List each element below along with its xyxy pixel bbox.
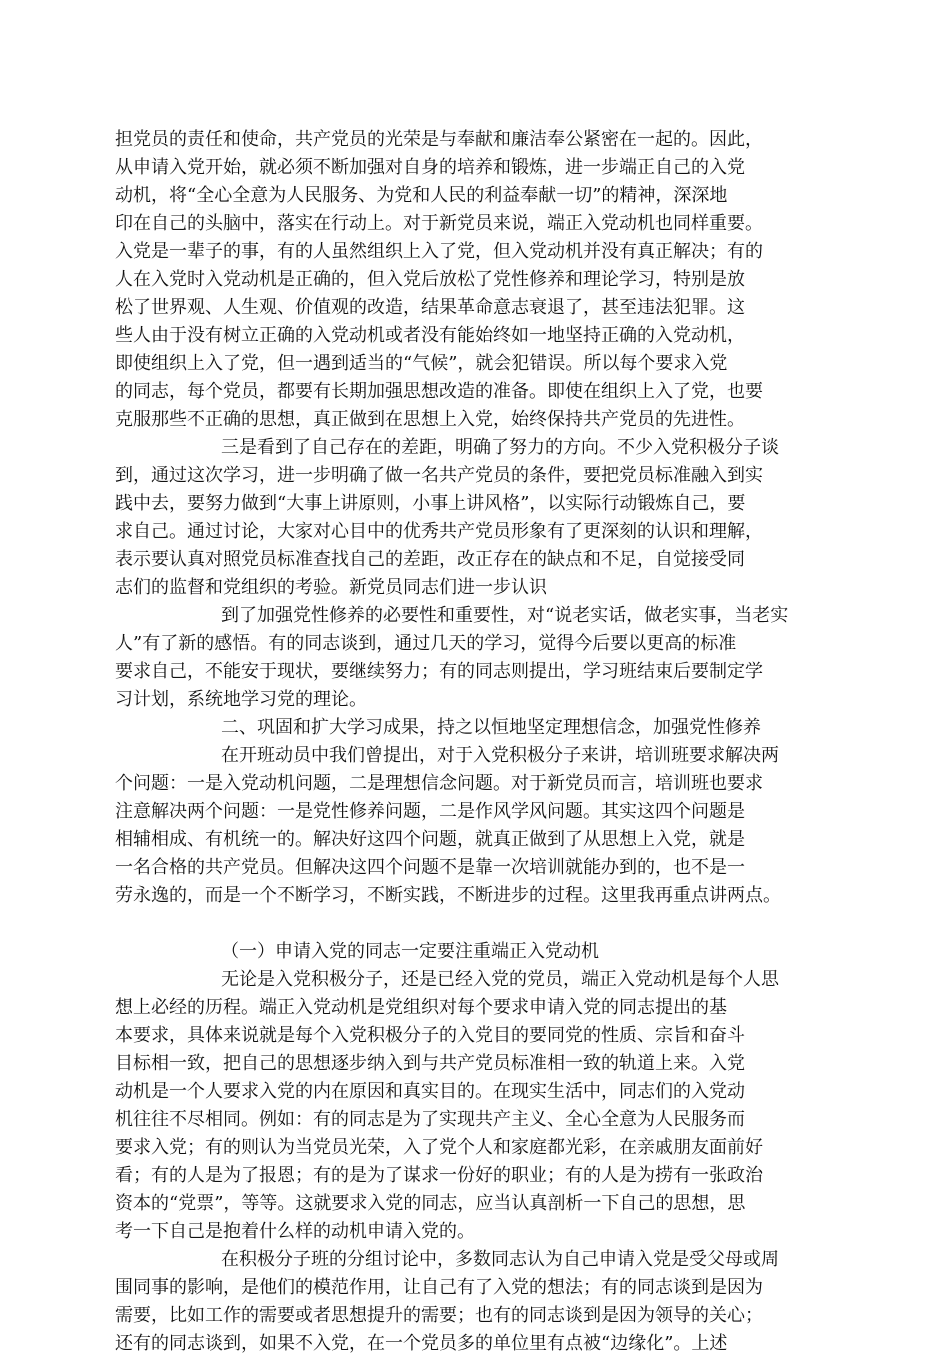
paragraph-p4 [115,714,821,742]
text-line: 到了加强党性修养的必要性和重要性，对“说老实话，做老实事，当老实 [221,605,789,626]
text-line: 担党员的责任和使命，共产党员的光荣是与奉献和廉洁奉公紧密在一起的。因此， [115,129,763,150]
text-line: 要求入党；有的则认为当党员光荣，入了党个人和家庭都光彩，在亲戚朋友面前好 [115,1137,763,1158]
text-line: 考一下自己是抱着什么样的动机申请入党的。 [115,1221,475,1242]
text-line: 在积极分子班的分组讨论中，多数同志认为自己申请入党是受父母或周 [221,1249,779,1270]
text-line: 二、巩固和扩大学习成果，持之以恒地坚定理想信念，加强党性修养 [221,717,761,738]
text-line: 看；有的人是为了报恩；有的是为了谋求一份好的职业；有的人是为捞有一张政治 [115,1165,763,1186]
text-line: 相辅相成、有机统一的。解决好这四个问题，就真正做到了从思想上入党，就是 [115,829,745,850]
text-line: 本要求，具体来说就是每个入党积极分子的入党目的要同党的性质、宗旨和奋斗 [115,1025,745,1046]
text-line: 克服那些不正确的思想，真正做到在思想上入党，始终保持共产党员的先进性。 [115,409,745,430]
paragraph-p8 [115,1246,821,1358]
text-line: （一）申请入党的同志一定要注重端正入党动机 [221,941,599,962]
paragraph-p3 [115,602,821,714]
text-line: 目标相一致，把自己的思想逐步纳入到与共产党员标准相一致的轨道上来。入党 [115,1053,745,1074]
paragraph-p5 [115,742,821,910]
text-line: 三是看到了自己存在的差距，明确了努力的方向。不少入党积极分子谈 [221,437,779,458]
text-line: 动机是一个人要求入党的内在原因和真实目的。在现实生活中，同志们的入党动 [115,1081,745,1102]
paragraph-p2 [115,434,821,602]
text-line: 注意解决两个问题：一是党性修养问题，二是作风学风问题。其实这四个问题是 [115,801,745,822]
text-line: 个问题：一是入党动机问题，二是理想信念问题。对于新党员而言，培训班也要求 [115,773,763,794]
text-line: 印在自己的头脑中，落实在行动上。对于新党员来说，端正入党动机也同样重要。 [115,213,763,234]
text-line: 习计划，系统地学习党的理论。 [115,689,367,710]
paragraph-p7 [115,966,821,1246]
text-line: 想上必经的历程。端正入党动机是党组织对每个要求申请入党的同志提出的基 [115,997,727,1018]
text-line: 求自己。通过讨论，大家对心目中的优秀共产党员形象有了更深刻的认识和理解， [115,521,763,542]
text-line: 到，通过这次学习，进一步明确了做一名共产党员的条件，要把党员标准融入到实 [115,465,763,486]
paragraph-p6 [115,938,821,966]
text-line: 动机，将“全心全意为人民服务、为党和人民的利益奉献一切”的精神，深深地 [115,185,728,206]
text-line: 人”有了新的感悟。有的同志谈到，通过几天的学习，觉得今后要以更高的标准 [115,633,737,654]
text-line: 即使组织上入了党，但一遇到适当的“气候”，就会犯错误。所以每个要求入党 [115,353,728,374]
text-line: 围同事的影响，是他们的模范作用，让自己有了入党的想法；有的同志谈到是因为 [115,1277,763,1298]
text-line: 机往往不尽相同。例如：有的同志是为了实现共产主义、全心全意为人民服务而 [115,1109,745,1130]
paragraph-p1 [115,126,821,434]
text-line: 践中去，要努力做到“大事上讲原则，小事上讲风格”，以实际行动锻炼自己，要 [115,493,746,514]
text-line: 表示要认真对照党员标准查找自己的差距，改正存在的缺点和不足，自觉接受同 [115,549,745,570]
text-line: 劳永逸的，而是一个不断学习，不断实践，不断进步的过程。这里我再重点讲两点。 [115,885,781,906]
document-body [115,126,821,1358]
text-line: 志们的监督和党组织的考验。新党员同志们进一步认识 [115,577,547,598]
text-line: 资本的“党票”，等等。这就要求入党的同志，应当认真剖析一下自己的思想，思 [115,1193,746,1214]
text-line: 无论是入党积极分子，还是已经入党的党员，端正入党动机是每个人思 [221,969,779,990]
text-line: 要求自己，不能安于现状，要继续努力；有的同志则提出，学习班结束后要制定学 [115,661,763,682]
text-line: 人在入党时入党动机是正确的，但入党后放松了党性修养和理论学习，特别是放 [115,269,745,290]
text-line: 的同志，每个党员，都要有长期加强思想改造的准备。即使在组织上入了党，也要 [115,381,763,402]
text-line: 还有的同志谈到，如果不入党，在一个党员多的单位里有点被“边缘化”。上述 [115,1333,728,1354]
text-line: 从申请入党开始，就必须不断加强对自身的培养和锻炼，进一步端正自己的入党 [115,157,745,178]
text-line: 入党是一辈子的事，有的人虽然组织上入了党，但入党动机并没有真正解决；有的 [115,241,763,262]
text-line: 在开班动员中我们曾提出，对于入党积极分子来讲，培训班要求解决两 [221,745,779,766]
text-line: 松了世界观、人生观、价值观的改造，结果革命意志衰退了，甚至违法犯罪。这 [115,297,745,318]
text-line: 些人由于没有树立正确的入党动机或者没有能始终如一地坚持正确的入党动机， [115,325,745,346]
text-line: 需要，比如工作的需要或者思想提升的需要；也有的同志谈到是因为领导的关心； [115,1305,763,1326]
text-line: 一名合格的共产党员。但解决这四个问题不是靠一次培训就能办到的，也不是一 [115,857,745,878]
